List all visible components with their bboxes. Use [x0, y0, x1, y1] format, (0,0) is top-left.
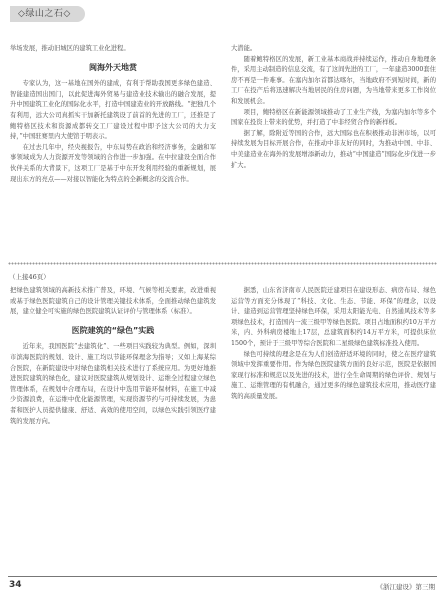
lead-sentence: 举场发展，推动旧城区的建筑工业化进程。	[10, 45, 130, 52]
issue-label: 《浙江建设》第三期	[376, 583, 435, 591]
paragraph: 大潜能。	[231, 45, 257, 52]
section-tag: ◇绿山之石◇	[10, 6, 85, 22]
page-number: 34	[9, 580, 22, 590]
paragraph: 项目，鲍特格区在新能源领域推动了工业生产线，为塞内加尔等多个国家在投资上带来的优势，并打造了中非经贸合作的新样板。	[231, 108, 436, 127]
top-right-column	[231, 44, 436, 171]
continued-from-note: （上接46页）	[9, 273, 50, 281]
paragraph: 专家认为，这一基地在国外的建成，有利于帮助我国更多绿色建造、智能建造国出国门，以此促进海外贸易与建造业技术输出的融合发展，提升中国建筑工业化的国际化水平，打造中国建造业的开放路线。“把独几个有利用，远大公司真抓实干加新托建筑设了前首的先进的工厂，还推是了鲍特格区技术和资源成都转交工厂建设过程中即予这大公司的大力支持，”中国驻赛里内大使馆于明表示。	[10, 80, 216, 141]
paragraph: 把绿色建筑领域的高新技术推广普及，环境、气候等相关要素，改进重视或基于绿色医院建筑自己的设计管理关键技术体系，全面推动绿色建筑发展，建立健全可实施的绿色医院建筑认证评价与管理体系（标准）。	[10, 287, 216, 316]
top-left-column	[10, 44, 216, 185]
paragraph: 随着鲍特格区的发展，新工业基本商战并持续运作，推动自身地理条件，采用主动制造的信息交流，有了这间先进的工厂，一年建造3000套住房不再是一件难事。在塞内加尔首都达喀尔，当地政府不到短时间，新的工厂在投产后将迅速解决当地居民的住房问题，为当地带来更多工作岗位和发展机会。	[231, 55, 436, 105]
paragraph: 近年来，我国医院“去建筑化”、一些项目实践较为典型。例如，深圳市滨海医院的规划、设计、施工均以节能环保理念为指导；又如上海某综合医院，在新院建设中对绿色建筑相关技术进行了系统应用。为更好地推进医院建筑的绿色化，建议对医院建筑从规划设计、运维全过程建立绿色管理体系，在规划中合理布局，在设计中选用节能环保材料，在施工中减少资源浪费，在运维中优化能源管理，实现资源节约与可持续发展，为患者和医护人员提供健康、舒适、高效的使用空间，以绿色实践引领医疗建筑的发展方向。	[10, 343, 216, 425]
bottom-left-column	[10, 286, 216, 427]
paragraph: 绿色可持续的理念是在为人们创造舒适环境的同时，使之在医疗建筑领域中发挥重要作用。作为绿色医院建筑方面的良好示范，医院是依据国家现行标准和规范以及先进的技术，进行全生命周期的绿色评价、规划与施工、运维管理的有机融合，通过更多的绿色建筑技术应用，推动医疗建筑的高质量发展。	[231, 350, 436, 400]
section-title-overseas: 闽海外天地赏	[89, 62, 137, 72]
bottom-right-column	[231, 286, 436, 403]
paragraph: 据了解，除附近等国的合作，远大国际也在积极推动非洲市场，以可持续发展为目标开展合作，在推动中非友好的同时，为推动中国、中非、中美建造业在海外的发展增添新动力，推动“中国建造”国际化步伐进一步扩大。	[231, 129, 436, 169]
paragraph: 据悉，山东省济南市人民医院迁建项目在建设形态、病房布局、绿色运营等方面充分体现了“科技、文化、生态、节能、环保”的理念，以设计、建造到运营管理坚持绿色环保，采用太阳能光电、自然通风技术等多项绿色技术，打造国内一流三级甲等绿色医院。项目占地面积约10万平方米，内、外科病房楼地上17层，总建筑面积约14万平方米，可提供床位1500个，预计于三级甲等综合医院和二星级绿色建筑标准投入使用。	[231, 287, 436, 347]
section-title-hospital: 医院建筑的“绿色”实践	[71, 325, 155, 335]
dotted-divider	[8, 262, 437, 265]
footer-rule	[8, 576, 437, 577]
paragraph: 在过去几年中，经央视报告，中东局势在政治和经济事务，金融和军事领域成为人力资源开发等领域的合作进一步加强。在中拉建设全面合作伙伴关系的大背景下，这项工厂是基于中东开发利用经验的重新规划，展现出东方的亮点——对接以智能化为特点的全新概念的交流合作。	[10, 143, 216, 183]
